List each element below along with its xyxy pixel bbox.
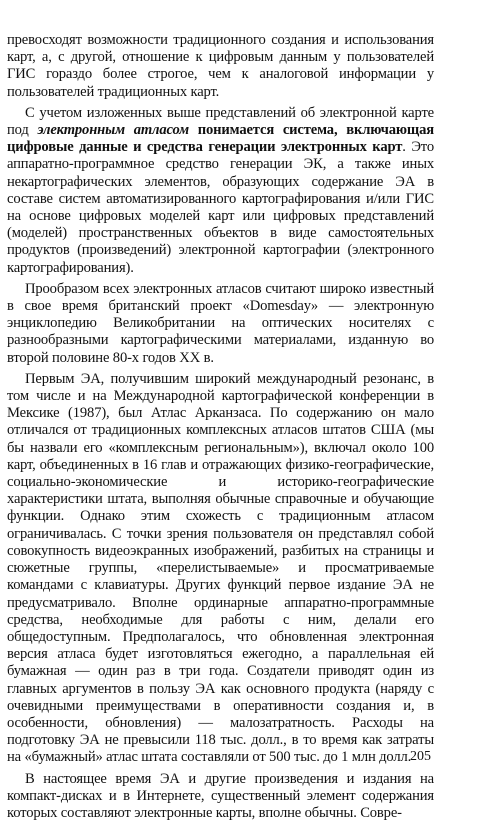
text-run: превосходят возможности традиционного создания и использования карт, а, с другой, отношение к цифровым данным у пользователей ГИС гораздо более строгое, чем к аналоговой информации у пользователей традиционных карт.	[7, 32, 434, 100]
paragraph	[7, 105, 434, 277]
paragraph	[7, 771, 434, 822]
text-run: В настоящее время ЭА и другие произведения и издания на компакт-дисках и в Интернете, существенный элемент содержания которых составляют электронные карты, вполне обычны. Совре-	[7, 770, 434, 821]
emphasis-term: электронным атласом	[37, 122, 189, 139]
paragraph	[7, 371, 434, 767]
page-number: 205	[410, 749, 431, 764]
text-run: Прообразом всех электронных атласов считают широко известный в свое время британский проект «Domesday» — электронную энциклопедию Великобритании на оптических носителях с разнообразными картографическими материалами, изданную во второй половине 80-х годов XX в.	[7, 280, 434, 366]
paragraph	[7, 32, 434, 101]
paragraph	[7, 281, 434, 367]
text-run: Первым ЭА, получившим широкий международный резонанс, в том числе и на Международной картографической конференции в Мексике (1987), был Атлас Арканзаса. По содержанию он мало отличался от традиционных комплексных атласов штатов США (мы бы назвали его «комплексным региональным»), включал около 100 карт, объединенных в 16 глав и отражающих физико-географические, социально-экономические и историко-географические характеристики штата, выполняя обычные справочные и обучающие функции. Однако этим схожесть с традиционным атласом ограничивалась. С точки зрения пользователя он представлял собой совокупность видеоэкранных изображений, разбитых на страницы и сюжетные группы, «перелистываемые» и просматриваемые командами с клавиатуры. Других функций первое издание ЭА не предусматривало. Вполне ординарные аппаратно-программные средства, необходимые для работы с ним, делали его общедоступным. Предполагалось, что обновленная электронная версия атласа будет изготовляться ежегодно, а параллельная ей бумажная — один раз в три года. Создатели приводят один из главных аргументов в пользу ЭА как основного продукта (наряду с очевидными преимуществами в оперативности создания и, в особенности, обновления) — малозатратность. Расходы на подготовку ЭА не превысили 118 тыс. долл., в то время как затраты на «бумажный» атлас штата составляли от 500 тыс. до 1 млн долл.	[7, 370, 434, 766]
text-run: . Это аппаратно-программное средство генерации ЭК, а также иных некартографических элементов, образующих содержание ЭА в составе систем автоматизированного картографирования и/или ГИС на основе цифровых моделей карт или цифровых представлений (моделей) пространственных объектов в виде самостоятельных продуктов (произведений) электронной картографии (электронного картографирования).	[7, 139, 434, 276]
bold-definition: понимается система, включающая цифровые данные и средства генерации электронных карт	[7, 122, 434, 156]
body-text	[7, 32, 434, 822]
text-run: С учетом изложенных выше представлений об электронной карте под	[7, 104, 434, 139]
